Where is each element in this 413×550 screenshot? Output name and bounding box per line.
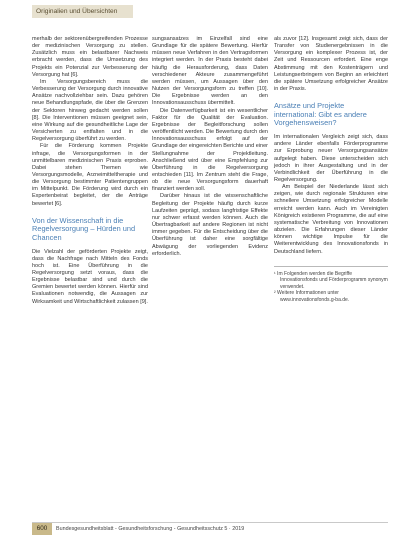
paragraph: Am Beispiel der Niederlande lässt sich zeigen, wie durch regionale Strukturen eine schnellere Umsetzung erfolgreicher Modelle erreicht werden kann. Auch im Vereinigten Königreich existieren Programme, die auf eine systematische Verbreitung von Innovationen abzielen. Die Erfahrungen dieser Länder können wichtige Impulse für die Weiterentwicklung des Innovationsfonds in Deutschland liefern.	[274, 184, 388, 255]
paragraph: Im Versorgungsbereich muss die Verbesserung der Versorgung durch innovative Ansätze nachvollziehbar sein. Dazu gehören neue Behandlungspfade, die über die Grenzen der Sektoren hinweg gedacht werden sollen [8]. Die Interventionen müssen geeignet sein, eine Wirkung auf die gesundheitliche Lage der Versicherten zu entfalten und in die Regelversorgung überführt zu werden.	[32, 78, 148, 143]
paragraph: als zuvor [12]. Insgesamt zeigt sich, dass der Transfer von Studienergebnissen in die Versorgung ein komplexer Prozess ist, der Zeit und Ressourcen erfordert. Eine enge Abstimmung mit den Kostenträgern und Leistungserbringern von Beginn an erleichtert die spätere Umsetzung erfolgreicher Ansätze in der Praxis.	[274, 36, 388, 93]
journal-line: Bundesgesundheitsblatt - Gesundheitsforschung - Gesundheitsschutz 5 · 2019	[56, 526, 245, 532]
paragraph: sungsansatzes im Einzelfall sind eine Grundlage für die spätere Bewertung. Hierfür müssen neue Verfahren in den Vertragsformen integriert werden. In der Praxis besteht dabei häufig die Herausforderung, dass Daten verschiedener Akteure zusammengeführt werden müssen, um Aussagen über den Nutzen der Versorgungsform zu treffen [10]. Die Ergebnisse werden an den Innovationsausschuss übermittelt.	[152, 36, 268, 107]
footnote: ¹ Im Folgenden werden die Begriffe Innovationsfonds und Förderprogramm synonym verwendet.	[274, 270, 388, 290]
paragraph: Im internationalen Vergleich zeigt sich, dass andere Länder ebenfalls Förderprogramme zur Erprobung neuer Versorgungsansätze aufgelegt haben. Diese unterscheiden sich jedoch in ihrer Ausgestaltung und in der Verbindlichkeit der Überführung in die Regelversorgung.	[274, 134, 388, 183]
section-label: Originalien und Übersichten	[32, 5, 133, 18]
paragraph: merhalb der sektorenübergreifenden Prozesse der medizinischen Versorgung zu stellen. Zusätzlich muss ein belastbarer Nachweis erbracht werden, dass die Umsetzung des Projekts ein Potenzial zur Verbesserung der Versorgung hat [6].	[32, 36, 148, 78]
paragraph: Für die Förderung kommen Projekte infrage, die Versorgungsformen in der unmittelbaren medizinischen Praxis erproben. Dabei stehen Themen wie Versorgungsmodelle, Arzneimitteltherapie und die Versorgung bestimmter Patientengruppen im Mittelpunkt. Die Förderung wird durch ein Expertenbeirat begleitet, der die Anträge bewertet [6].	[32, 143, 148, 207]
text-column-3	[274, 36, 388, 303]
footnote: ² Weitere Informationen unter www.innovationsfonds.g-ba.de.	[274, 290, 350, 303]
text-column-2	[152, 36, 268, 258]
section-heading: Von der Wissenschaft in die Regelversorgung – Hürden und Chancen	[32, 215, 136, 242]
section-heading: Ansätze und Projekte international: Gibt es andere Vorgehensweisen?	[274, 101, 367, 128]
footnotes	[274, 266, 388, 304]
page-footer	[32, 522, 388, 535]
paragraph: Die Vielzahl der geförderten Projekte zeigt, dass die Nachfrage nach Mitteln des Fonds hoch ist. Eine Überführung in die Regelversorgung setzt voraus, dass die Ergebnisse belastbar sind und durch die Gremien bewertet werden können. Hierfür sind Evaluationen notwendig, die Aussagen zur Wirksamkeit und Wirtschaftlichkeit zulassen [9].	[32, 248, 148, 305]
text-column-1	[32, 36, 148, 306]
page-number: 600	[32, 523, 52, 535]
paragraph: Die Datenverfügbarkeit ist ein wesentlicher Faktor für die Qualität der Evaluation. Ergebnisse der Begleitforschung sollen veröffentlicht werden. Die Bewertung durch den Innovationsausschuss erfolgt auf der Grundlage der eingereichten Berichte und einer Stellungnahme der Projektleitung. Anschließend wird über eine Empfehlung zur Überführung in die Regelversorgung entschieden [11]. Im Zentrum steht die Frage, ob die neue Versorgungsform dauerhaft finanziert werden soll.	[152, 107, 268, 193]
paragraph: Darüber hinaus ist die wissenschaftliche Begleitung der Projekte häufig durch kurze Laufzeiten geprägt, sodass langfristige Effekte nur schwer erfasst werden können. Auch die Übertragbarkeit auf andere Regionen ist nicht immer gegeben. Für die Entscheidung über die Überführung ist daher eine sorgfältige Abwägung der vorliegenden Evidenz erforderlich.	[152, 193, 268, 257]
